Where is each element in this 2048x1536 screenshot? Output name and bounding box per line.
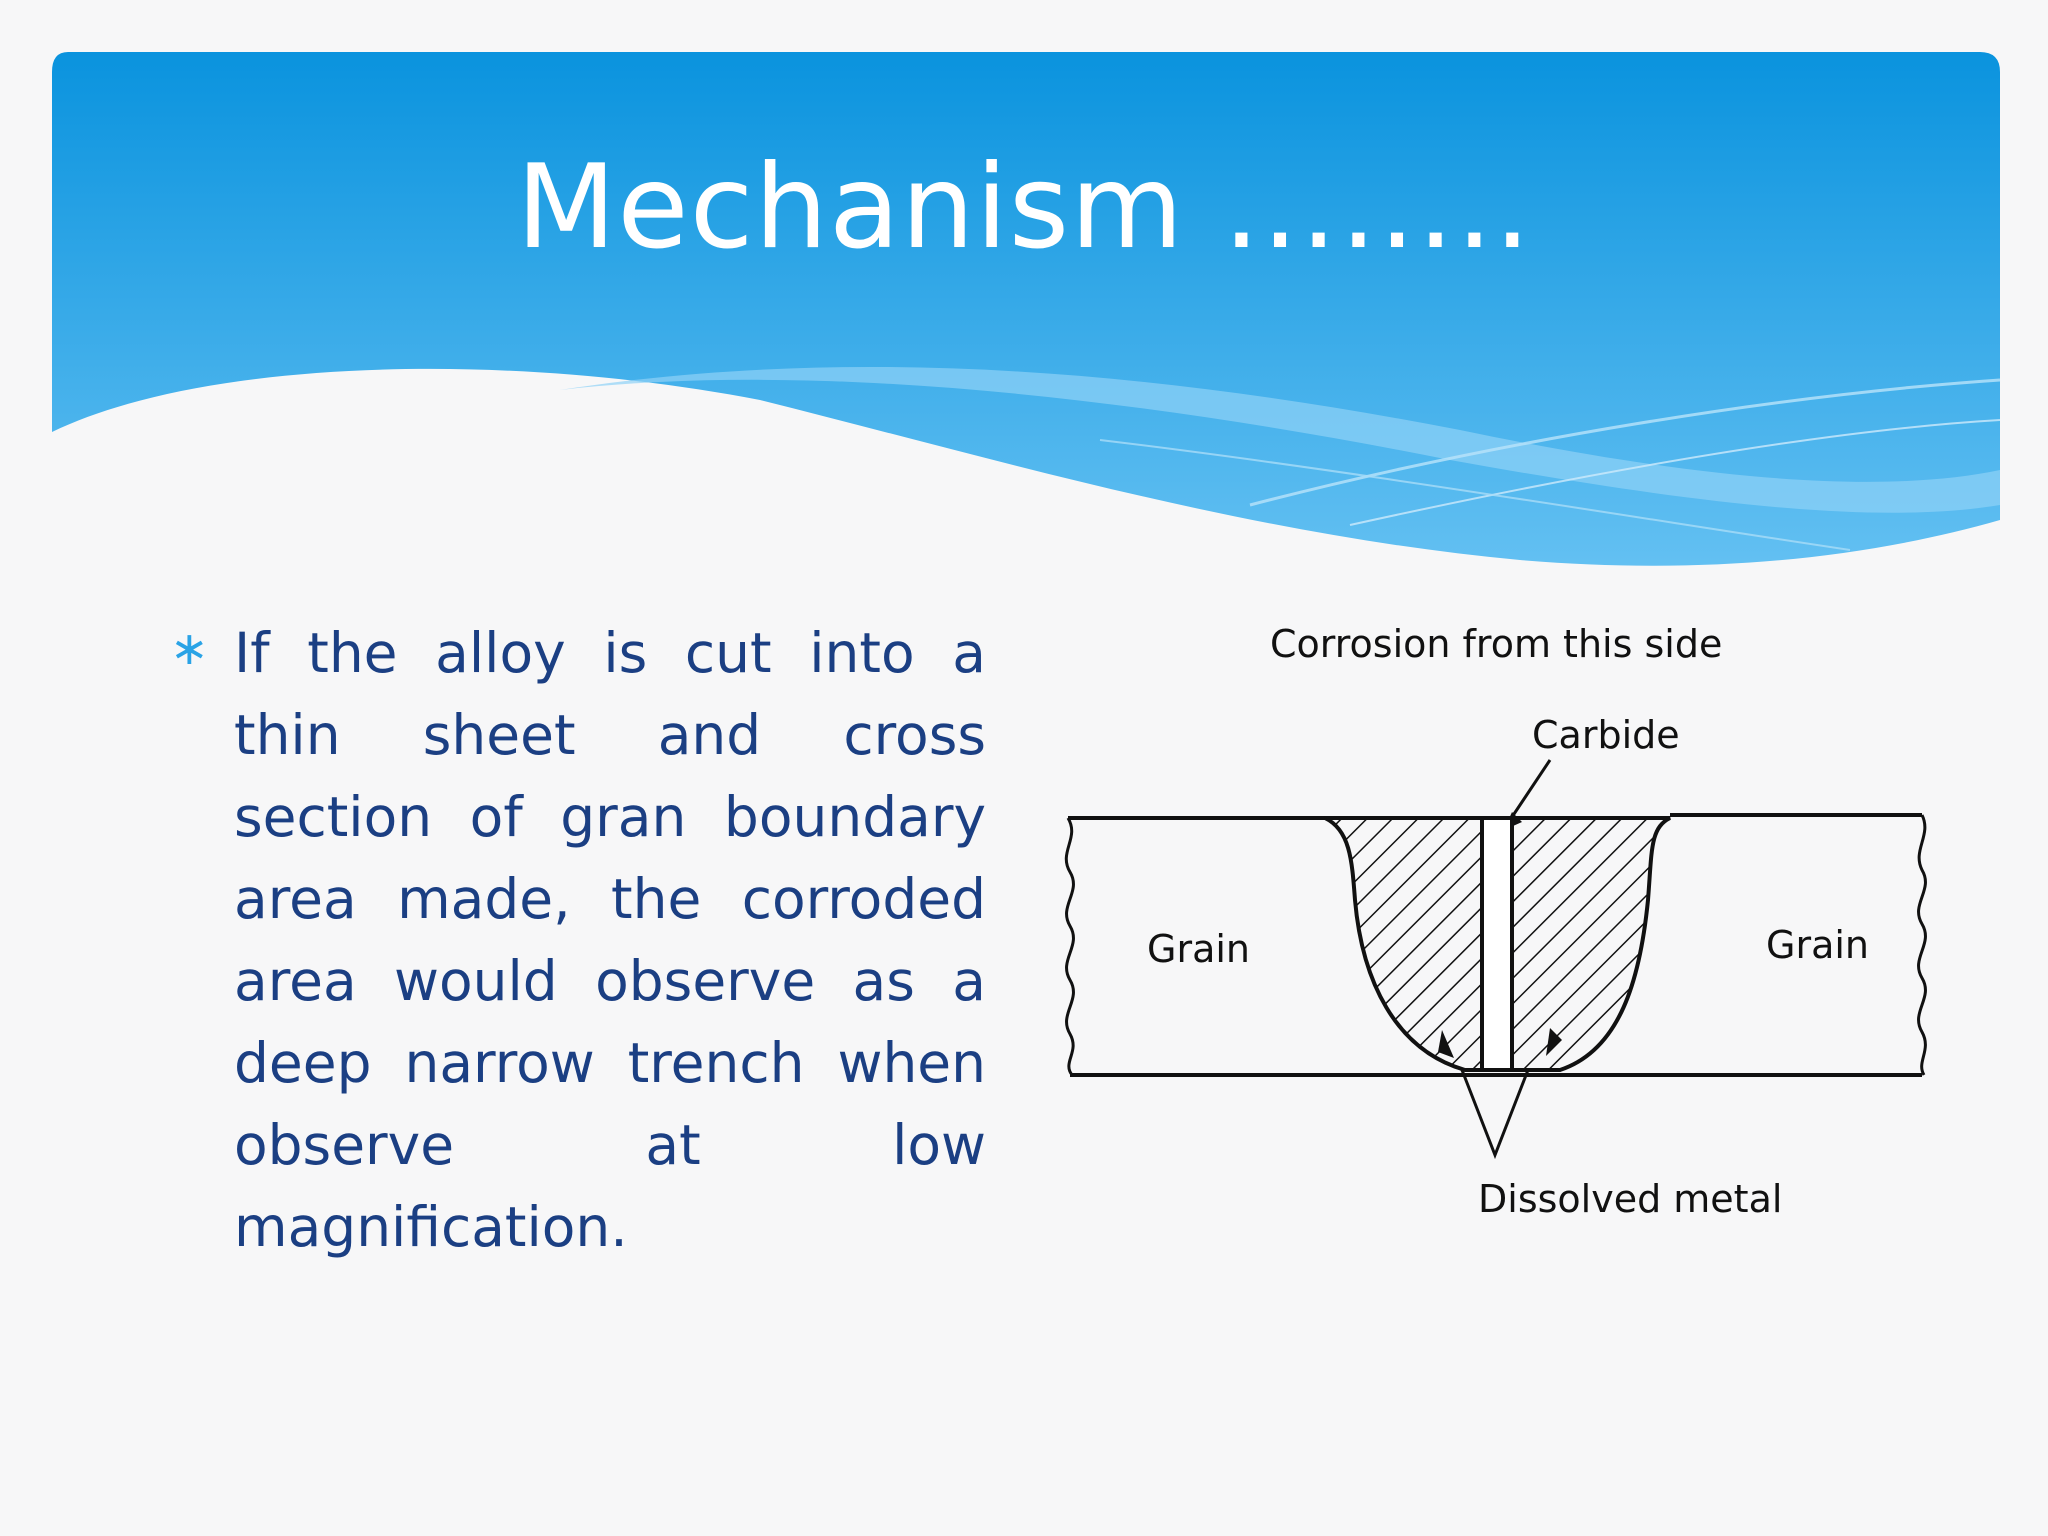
break-edge-right [1919, 815, 1926, 1075]
label-corrosion-side: Corrosion from this side [1270, 622, 1723, 666]
header-banner [0, 0, 2048, 600]
label-dissolved-metal: Dissolved metal [1478, 1177, 1783, 1221]
slide-title: Mechanism …….. [516, 140, 1532, 275]
label-grain-right: Grain [1766, 923, 1869, 967]
bullet-text: If the alloy is cut into a thin sheet and cross section of gran boundary area made, the corroded area would observe as a deep narrow trench when observe at low magnification. [234, 621, 986, 1259]
dissolved-metal-pointer [1462, 1070, 1528, 1155]
label-grain-left: Grain [1147, 927, 1250, 971]
carbide-pointer-line [1510, 760, 1550, 820]
asterisk-bullet-icon: ∗ [170, 621, 209, 675]
carbide-strip [1482, 818, 1512, 1070]
label-carbide: Carbide [1532, 713, 1680, 757]
break-edge-left [1066, 818, 1073, 1075]
corrosion-diagram [1050, 600, 1950, 1240]
